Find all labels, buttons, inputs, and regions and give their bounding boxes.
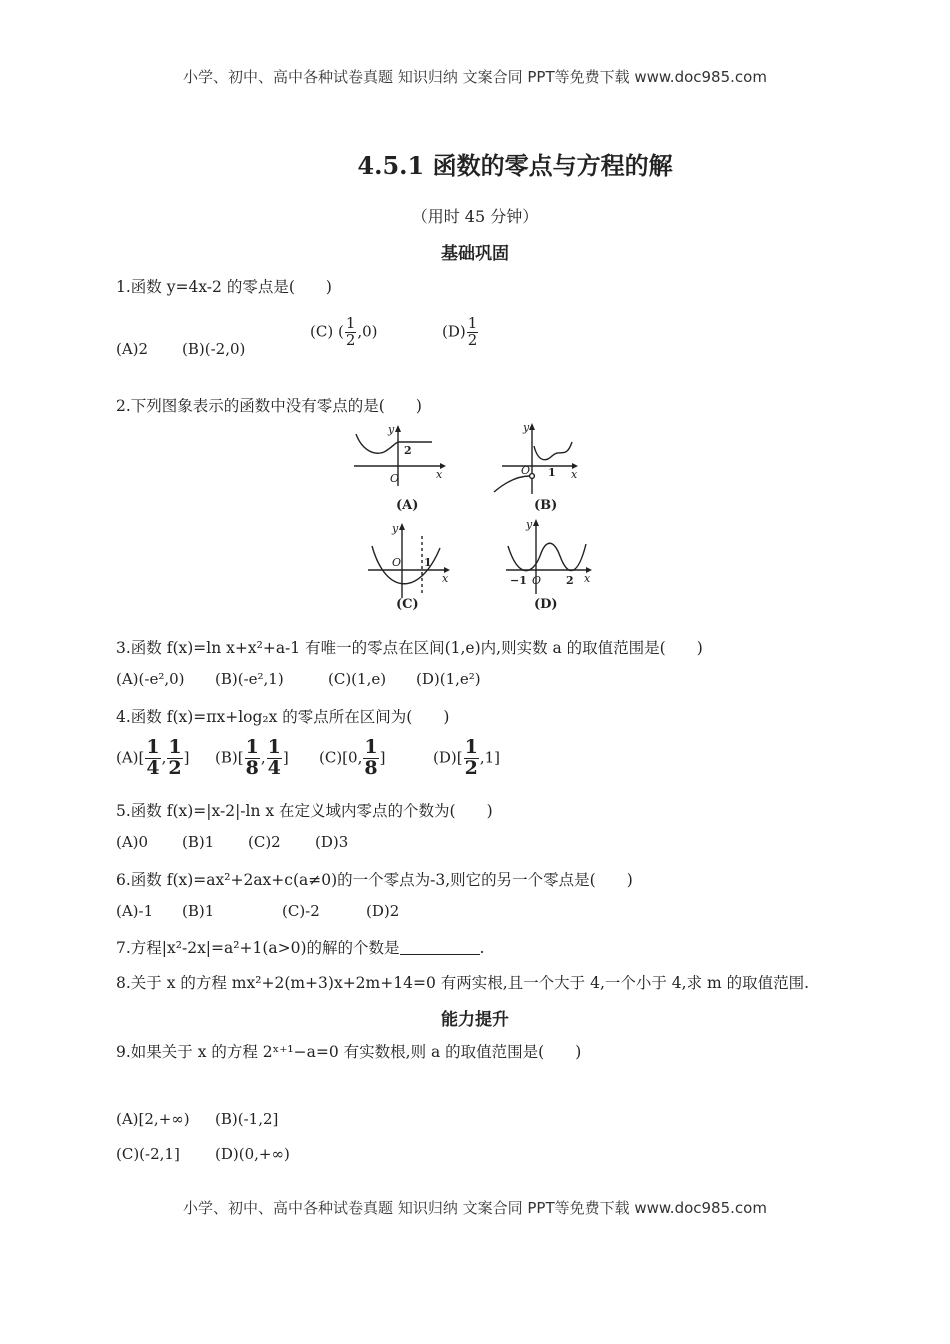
graph-b-curve-left: [494, 476, 530, 492]
graph-d-y-label: y: [526, 518, 533, 531]
graph-c-y-label: y: [392, 522, 399, 535]
q6-option-a: (A)-1: [116, 902, 154, 920]
q9-option-a: (A)[2,+∞): [116, 1110, 190, 1128]
q7-stem: 7.方程|x²-2x|=a²+1(a>0)的解的个数是 .: [116, 939, 485, 957]
q4-option-c: (C)[0, $\frac{1}{8}$ ]: [319, 736, 386, 779]
page-title: 4.5.1 函数的零点与方程的解: [357, 151, 673, 180]
page-footer: 小学、初中、高中各种试卷真题 知识归纳 文案合同 PPT等免费下载 www.doc985.com: [183, 1199, 767, 1217]
graph-b-x-label: x: [571, 468, 578, 481]
q5-option-a: (A)0: [116, 833, 149, 851]
q1-option-a: (A)2: [116, 340, 149, 358]
graph-c-label: (C): [396, 597, 419, 612]
q4-stem: 4.函数 f(x)=πx+log₂x 的零点所在区间为( ): [116, 708, 450, 726]
q8-stem: 8.关于 x 的方程 mx²+2(m+3)x+2m+14=0 有两实根,且一个大于 4,一个小于 4,求 m 的取值范围.: [116, 974, 810, 992]
graph-b-label: (B): [534, 498, 558, 513]
graph-c-origin: O: [392, 556, 402, 569]
graph-b-curve-right: [534, 442, 572, 460]
q3-option-d: (D)(1,e²): [416, 670, 481, 688]
q6-option-d: (D)2: [366, 902, 400, 920]
q4-option-d: (D)[ $\frac{1}{2}$ ,1]: [433, 736, 500, 779]
q5-option-d: (D)3: [315, 833, 349, 851]
q1-option-c: (C) ( $\frac{1}{2}$ ,0): [310, 314, 378, 349]
page-header: 小学、初中、高中各种试卷真题 知识归纳 文案合同 PPT等免费下载 www.doc985.com: [183, 68, 767, 86]
q9-option-d: (D)(0,+∞): [215, 1145, 290, 1163]
graph-b-y-label: y: [523, 421, 530, 434]
graph-b-origin: O: [521, 464, 531, 477]
graph-c-tick: 1: [424, 556, 432, 569]
q3-option-c: (C)(1,e): [328, 670, 387, 688]
graph-b: [494, 421, 578, 513]
section-advanced: 能力提升: [441, 1010, 509, 1030]
graph-c: [368, 522, 450, 612]
graph-d: [506, 518, 592, 612]
q5-option-c: (C)2: [248, 833, 281, 851]
graph-d-label: (D): [534, 597, 558, 612]
graph-a-y-label: y: [388, 423, 395, 436]
graph-d-origin: O: [532, 574, 542, 587]
graph-d-tick-left: −1: [510, 574, 527, 587]
graph-b-open-point: [530, 474, 535, 479]
graph-a: [354, 423, 446, 513]
q1-stem: 1.函数 y=4x-2 的零点是( ): [116, 278, 332, 296]
graph-b-tick: 1: [548, 466, 556, 479]
q2-graphs: [340, 418, 610, 618]
q6-option-b: (B)1: [182, 902, 215, 920]
q2-stem: 2.下列图象表示的函数中没有零点的是( ): [116, 397, 422, 415]
q9-stem: 9.如果关于 x 的方程 2ˣ⁺¹−a=0 有实数根,则 a 的取值范围是( ): [116, 1043, 582, 1061]
q1-option-d: (D) $\frac{1}{2}$: [442, 314, 478, 349]
q3-stem: 3.函数 f(x)=ln x+x²+a-1 有唯一的零点在区间(1,e)内,则实数 a 的取值范围是( ): [116, 639, 703, 657]
q6-stem: 6.函数 f(x)=ax²+2ax+c(a≠0)的一个零点为-3,则它的另一个零点是( ): [116, 871, 633, 889]
graph-d-tick-right: 2: [566, 574, 574, 587]
q9-option-c: (C)(-2,1]: [116, 1145, 180, 1163]
q3-option-a: (A)(-e²,0): [116, 670, 185, 688]
q3-option-b: (B)(-e²,1): [215, 670, 284, 688]
graph-a-label: (A): [396, 498, 419, 513]
q5-option-b: (B)1: [182, 833, 215, 851]
time-note: （用时 45 分钟）: [411, 207, 539, 226]
graph-a-origin: O: [390, 472, 400, 485]
section-basic: 基础巩固: [441, 244, 509, 264]
q1-option-b: (B)(-2,0): [182, 340, 246, 358]
q4-option-a: (A)[ $\frac{1}{4}$ , $\frac{1}{2}$ ]: [116, 736, 190, 779]
graph-a-x-label: x: [436, 468, 443, 481]
graph-a-curve: [356, 434, 432, 453]
graph-d-x-label: x: [584, 572, 591, 585]
q7-answer-blank[interactable]: [400, 940, 480, 955]
q6-option-c: (C)-2: [282, 902, 320, 920]
graph-a-tick: 2: [404, 444, 412, 457]
graph-c-x-label: x: [442, 572, 449, 585]
graph-d-curve: [508, 543, 586, 570]
q5-stem: 5.函数 f(x)=|x-2|-ln x 在定义域内零点的个数为( ): [116, 802, 493, 820]
q4-option-b: (B)[ $\frac{1}{8}$ , $\frac{1}{4}$ ]: [215, 736, 289, 779]
q9-option-b: (B)(-1,2]: [215, 1110, 279, 1128]
